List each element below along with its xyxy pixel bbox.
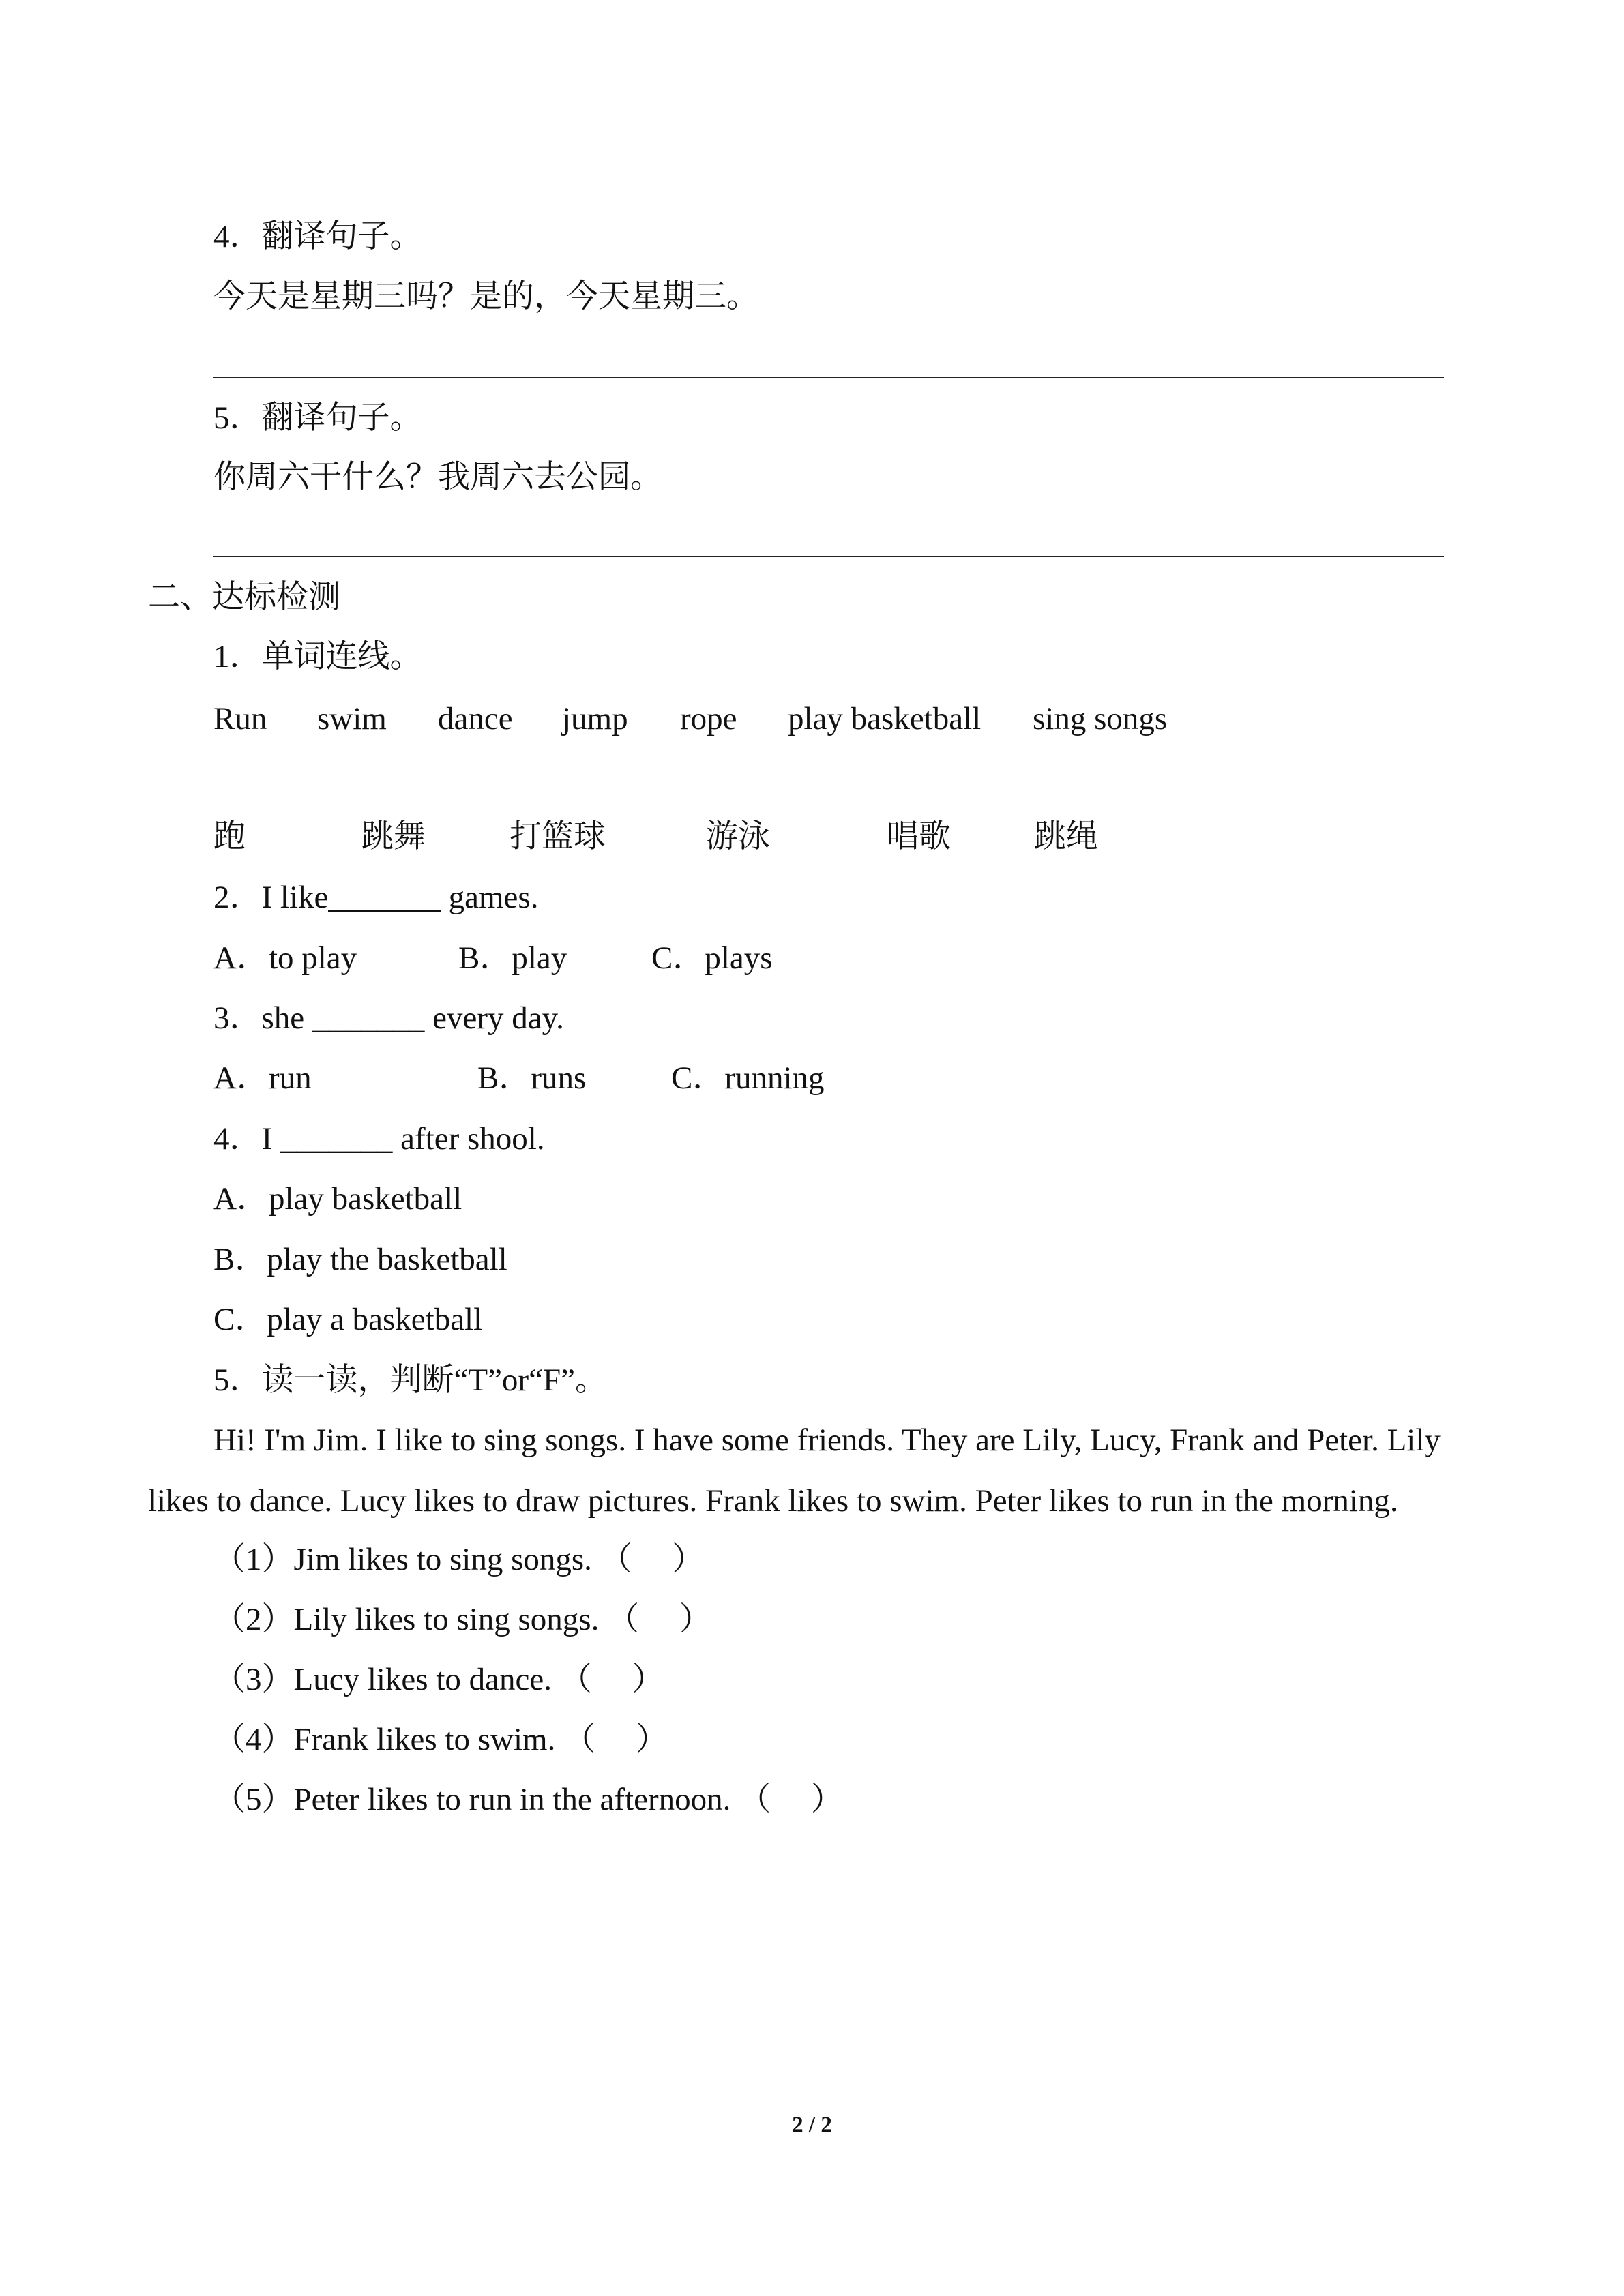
- q4-answer-line: [213, 377, 1444, 378]
- tf-statement: （2）Lily likes to sing songs. （ ）: [213, 1602, 711, 1637]
- english-word: Run: [213, 701, 267, 736]
- english-word: dance: [438, 701, 513, 736]
- chinese-word: 跑: [213, 819, 246, 854]
- english-word: rope: [680, 701, 737, 736]
- tf-statement: （1）Jim likes to sing songs. （ ）: [213, 1542, 705, 1577]
- s2q4-option: C．play a basketball: [213, 1302, 483, 1337]
- s2q3-option: C．running: [671, 1060, 825, 1096]
- q4-sentence: 今天是星期三吗？是的，今天星期三。: [213, 279, 758, 314]
- section-2-title: 二、达标检测: [148, 580, 340, 615]
- chinese-word: 跳绳: [1034, 819, 1098, 854]
- s2q2-option: A．to play: [213, 940, 357, 976]
- english-word: swim: [317, 701, 387, 736]
- s2q4-option: B．play the basketball: [213, 1242, 507, 1277]
- s2q3-option: A．run: [213, 1060, 312, 1096]
- english-word: jump: [562, 701, 628, 736]
- chinese-word: 跳舞: [361, 819, 426, 854]
- reading-passage-line: Hi! I'm Jim. I like to sing songs. I have some friends. They are Lily, Lucy, Frank and Peter. Lily: [213, 1422, 1441, 1458]
- s2q2-option: C．plays: [651, 940, 773, 976]
- s2q2-stem: 2．I like_______ games.: [213, 880, 539, 915]
- q5-title: 5．翻译句子。: [213, 400, 422, 436]
- page-number: 2 / 2: [792, 2113, 832, 2137]
- tf-statement: （5）Peter likes to run in the afternoon. （ ）: [213, 1782, 843, 1817]
- s2q2-option: B．play: [458, 940, 567, 976]
- chinese-word: 唱歌: [887, 819, 951, 854]
- s2q5-title: 5．读一读，判断“T”or“F”。: [213, 1362, 607, 1398]
- s2q4-option: A．play basketball: [213, 1181, 462, 1217]
- q4-title: 4．翻译句子。: [213, 219, 422, 254]
- s2q1-title: 1．单词连线。: [213, 639, 422, 674]
- q5-sentence: 你周六干什么？我周六去公园。: [213, 460, 662, 495]
- reading-passage-line: likes to dance. Lucy likes to draw pictures. Frank likes to swim. Peter likes to run in the morning.: [148, 1483, 1398, 1519]
- chinese-word: 打篮球: [510, 819, 606, 854]
- english-word: sing songs: [1033, 701, 1168, 736]
- s2q3-option: B．runs: [477, 1060, 587, 1096]
- tf-statement: （3）Lucy likes to dance. （ ）: [213, 1662, 664, 1697]
- english-word: play basketball: [788, 701, 981, 736]
- s2q4-stem: 4．I _______ after shool.: [213, 1121, 545, 1157]
- tf-statement: （4）Frank likes to swim. （ ）: [213, 1722, 668, 1757]
- chinese-word: 游泳: [706, 819, 770, 854]
- q5-answer-line: [213, 556, 1444, 557]
- s2q3-stem: 3．she _______ every day.: [213, 1000, 564, 1036]
